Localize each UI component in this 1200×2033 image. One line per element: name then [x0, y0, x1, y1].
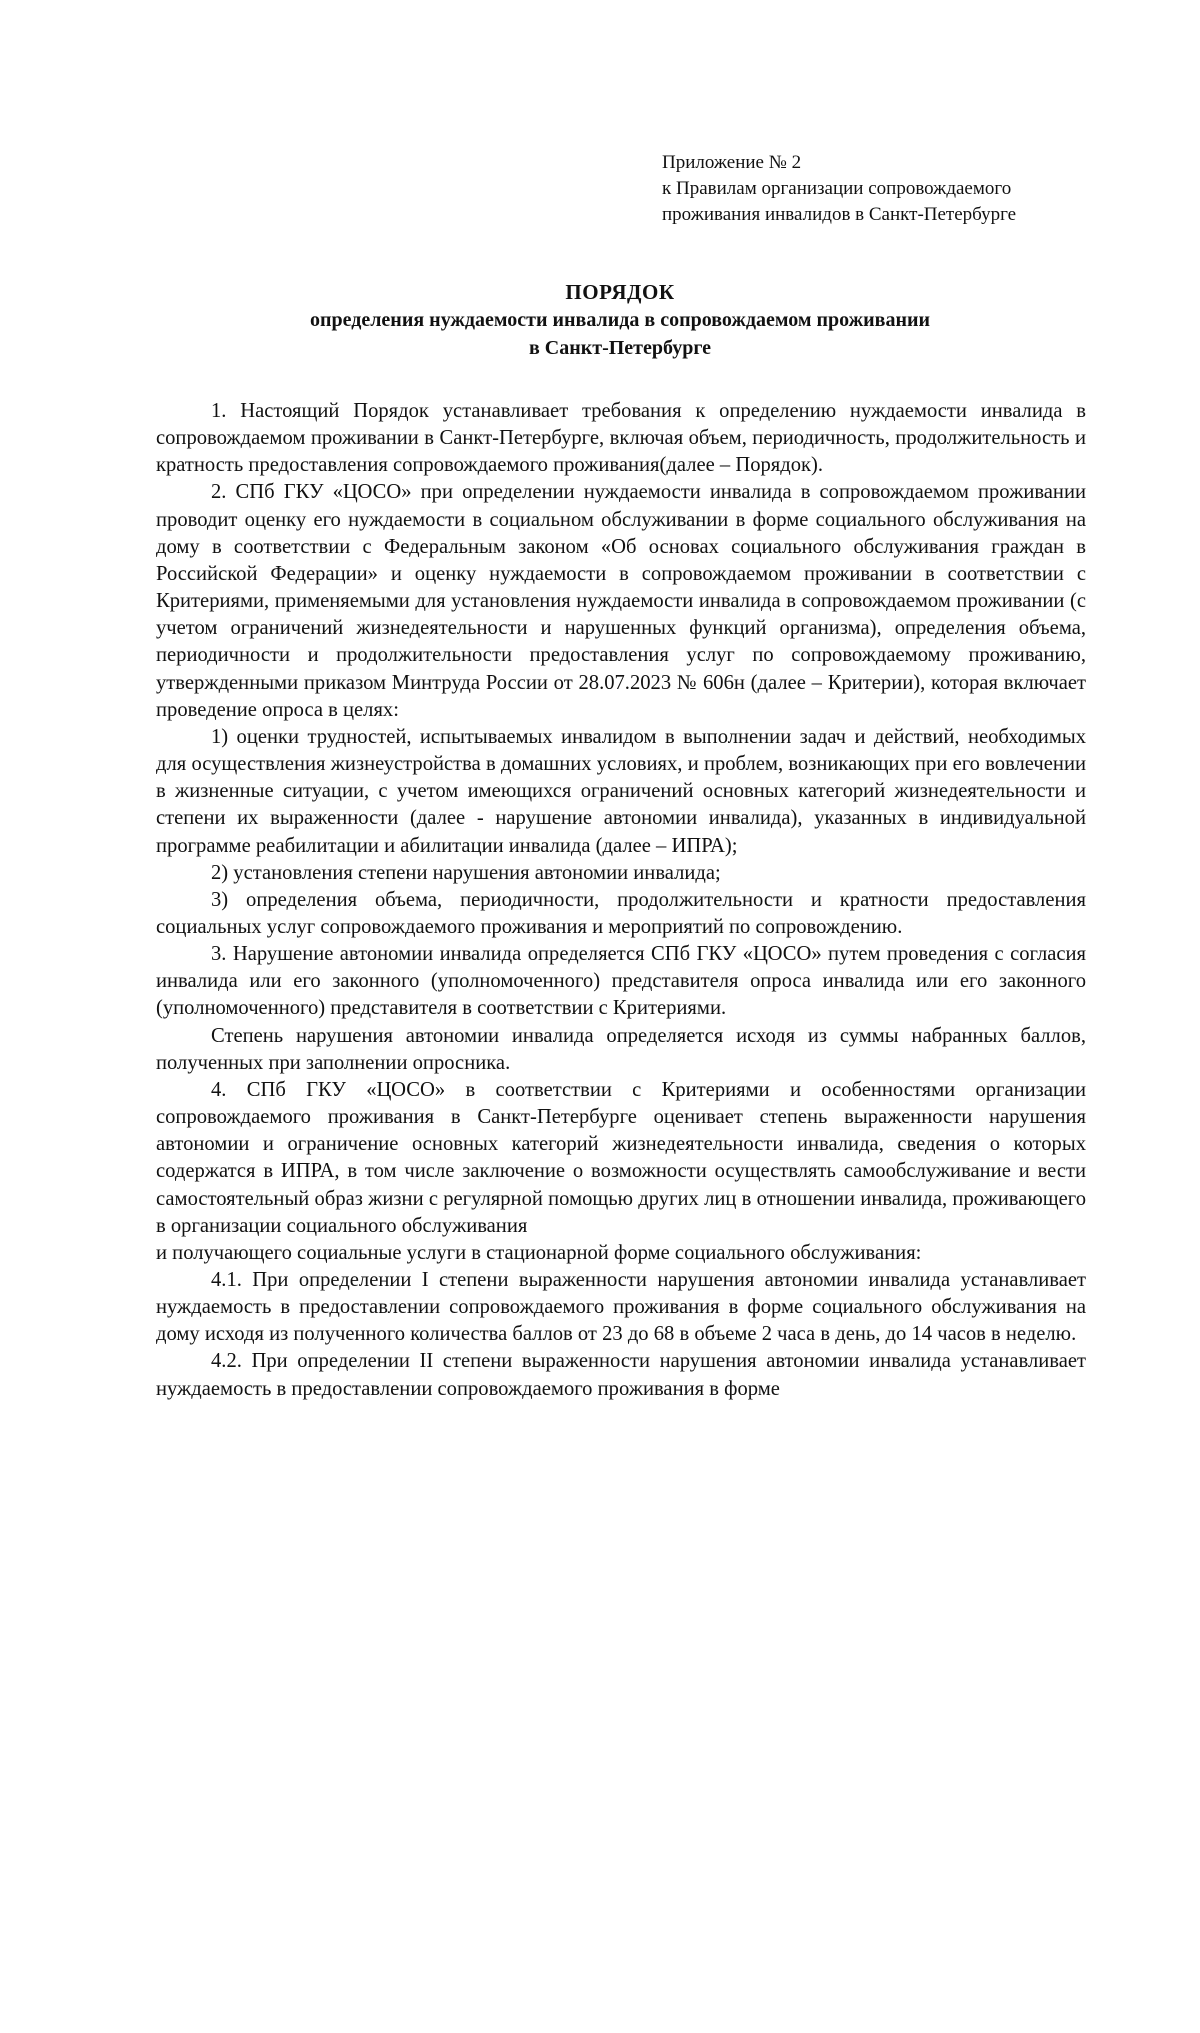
document-body: [156, 398, 1086, 1403]
paragraph-4-2: 4.2. При определении II степени выраженности нарушения автономии инвалида устанавливает нуждаемость в предоставлении сопровождаемого проживания в форме: [156, 1350, 1086, 1400]
document-title: [155, 278, 1085, 362]
paragraph-4-cont: и получающего социальные услуги в стационарной форме социального обслуживания:: [156, 1241, 922, 1264]
title-subtitle: определения нуждаемости инвалида в сопровождаемом проживании: [309, 309, 931, 331]
annex-number: Приложение № 2: [662, 152, 802, 173]
paragraph-4: 4. СПб ГКУ «ЦОСО» в соответствии с Критериями и особенностями организации сопровождаемого проживания в Санкт-Петербурге оценивает степень выраженности нарушения автономии и ограничение основных категорий жизнедеятельности инвалида, сведения о которых содержатся в ИПРА, в том числе заключение о возможности осуществлять самообслуживание и вести самостоятельный образ жизни с регулярной помощью других лиц в отношении инвалида, проживающего в организации социального обслуживания: [156, 1078, 1086, 1237]
title-subtitle-city: в Санкт-Петербурге: [528, 337, 712, 359]
annex-reference-cont: проживания инвалидов в Санкт-Петербурге: [662, 204, 1017, 225]
paragraph-3-note: Степень нарушения автономии инвалида определяется исходя из суммы набранных баллов, полученных при заполнении опросника.: [156, 1024, 1086, 1074]
annex-reference: к Правилам организации сопровождаемого: [662, 178, 1012, 199]
title-main: ПОРЯДОК: [565, 280, 675, 304]
paragraph-2: 2. СПб ГКУ «ЦОСО» при определении нуждаемости инвалида в сопровождаемом проживании проводит оценку его нуждаемости в социальном обслуживании в форме социального обслуживания на дому в соответствии с Федеральным законом «Об основах социального обслуживания граждан в Российской Федерации» и оценку нуждаемости в сопровождаемом проживании в соответствии с Критериями, применяемыми для установления нуждаемости инвалида в сопровождаемом проживании (с учетом ограничений жизнедеятельности и нарушенных функций организма), определения объема, периодичности и продолжительности предоставления услуг по сопровождаемому проживанию, утвержденными приказом Минтруда России от 28.07.2023 № 606н (далее – Критерии), которая включает проведение опроса в целях:: [156, 481, 1086, 721]
paragraph-2-item-1: 1) оценки трудностей, испытываемых инвалидом в выполнении задач и действий, необходимых для осуществления жизнеустройства в домашних условиях, и проблем, возникающих при его вовлечении в жизненные ситуации, с учетом имеющихся ограничений основных категорий жизнедеятельности и степени их выраженности (далее - нарушение автономии инвалида), указанных в индивидуальной программе реабилитации и абилитации инвалида (далее – ИПРА);: [156, 725, 1086, 857]
annex-header: [662, 150, 1092, 228]
paragraph-2-item-2: 2) установления степени нарушения автономии инвалида;: [211, 861, 721, 884]
paragraph-4-1: 4.1. При определении I степени выраженности нарушения автономии инвалида устанавливает нуждаемость в предоставлении сопровождаемого проживания в форме социального обслуживания на дому исходя из полученного количества баллов от 23 до 68 в объеме 2 часа в день, до 14 часов в неделю.: [156, 1269, 1086, 1346]
paragraph-2-item-3: 3) определения объема, периодичности, продолжительности и кратности предоставления социальных услуг сопровождаемого проживания и мероприятий по сопровождению.: [156, 888, 1086, 938]
paragraph-3: 3. Нарушение автономии инвалида определяется СПб ГКУ «ЦОСО» путем проведения с согласия инвалида или его законного (уполномоченного) представителя опроса инвалида или его законного (уполномоченного) представителя в соответствии с Критериями.: [156, 943, 1086, 1020]
paragraph-1: 1. Настоящий Порядок устанавливает требования к определению нуждаемости инвалида в сопровождаемом проживании в Санкт-Петербурге, включая объем, периодичность, продолжительность и кратность предоставления сопровождаемого проживания(далее – Порядок).: [156, 400, 1086, 477]
